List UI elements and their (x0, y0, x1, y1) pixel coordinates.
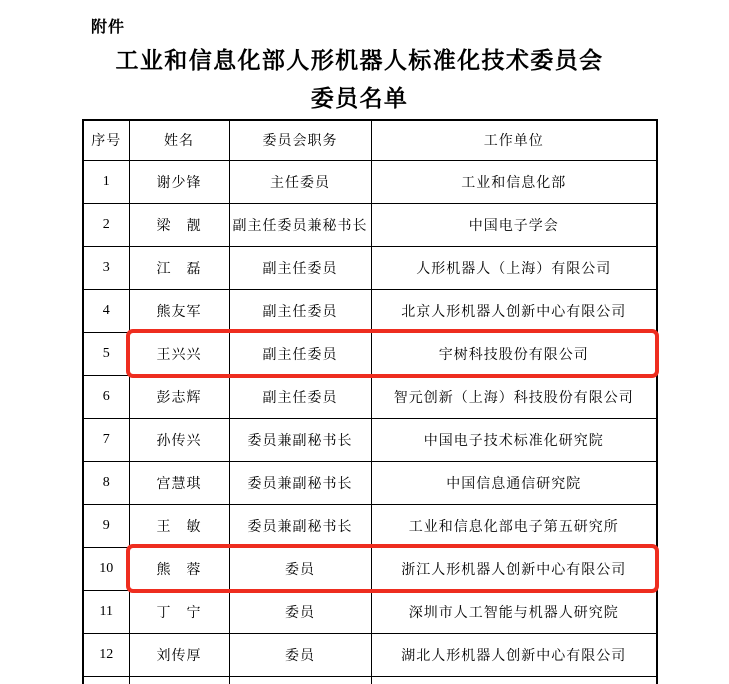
name-cell: 孙传兴 (129, 418, 229, 461)
table-row (83, 375, 657, 418)
name-cell: 宫慧琪 (129, 461, 229, 504)
clipped-cell (129, 676, 229, 684)
table-row (83, 203, 657, 246)
row-number-cell: 9 (83, 504, 129, 547)
row-number-cell: 12 (83, 633, 129, 676)
header-cell-no: 序号 (83, 120, 129, 160)
table-row (83, 590, 657, 633)
role-cell: 委员 (229, 590, 371, 633)
name-cell: 江 磊 (129, 246, 229, 289)
document-title (0, 42, 719, 118)
org-cell: 工业和信息化部 (371, 160, 657, 203)
role-cell: 委员 (229, 547, 371, 590)
table-row (83, 461, 657, 504)
org-cell: 工业和信息化部电子第五研究所 (371, 504, 657, 547)
org-cell: 人形机器人（上海）有限公司 (371, 246, 657, 289)
row-number-cell: 2 (83, 203, 129, 246)
row-number-cell: 10 (83, 547, 129, 590)
org-cell: 浙江人形机器人创新中心有限公司 (371, 547, 657, 590)
row-number-cell: 7 (83, 418, 129, 461)
row-number-cell: 3 (83, 246, 129, 289)
clipped-row (83, 676, 657, 684)
org-cell: 深圳市人工智能与机器人研究院 (371, 590, 657, 633)
table-row (83, 418, 657, 461)
row-number-cell: 1 (83, 160, 129, 203)
role-cell: 委员兼副秘书长 (229, 504, 371, 547)
name-cell: 梁 靓 (129, 203, 229, 246)
name-cell: 熊 蓉 (129, 547, 229, 590)
row-number-cell: 6 (83, 375, 129, 418)
table-row (83, 547, 657, 590)
clipped-cell (371, 676, 657, 684)
org-cell: 中国电子学会 (371, 203, 657, 246)
table-body (83, 160, 657, 684)
header-cell-role: 委员会职务 (229, 120, 371, 160)
org-cell: 中国电子技术标准化研究院 (371, 418, 657, 461)
org-cell: 中国信息通信研究院 (371, 461, 657, 504)
role-cell: 主任委员 (229, 160, 371, 203)
name-cell: 丁 宁 (129, 590, 229, 633)
table-row (83, 160, 657, 203)
table-row (83, 246, 657, 289)
table-header (83, 120, 657, 160)
clipped-cell (83, 676, 129, 684)
org-cell: 北京人形机器人创新中心有限公司 (371, 289, 657, 332)
header-cell-org: 工作单位 (371, 120, 657, 160)
role-cell: 委员 (229, 633, 371, 676)
clipped-cell (229, 676, 371, 684)
row-number-cell: 5 (83, 332, 129, 375)
table-row (83, 332, 657, 375)
role-cell: 副主任委员 (229, 246, 371, 289)
role-cell: 委员兼副秘书长 (229, 461, 371, 504)
role-cell: 副主任委员 (229, 332, 371, 375)
name-cell: 彭志辉 (129, 375, 229, 418)
document-title-line1: 工业和信息化部人形机器人标准化技术委员会 (115, 48, 604, 73)
row-number-cell: 4 (83, 289, 129, 332)
name-cell: 刘传厚 (129, 633, 229, 676)
name-cell: 王 敏 (129, 504, 229, 547)
table-row (83, 633, 657, 676)
org-cell: 湖北人形机器人创新中心有限公司 (371, 633, 657, 676)
role-cell: 副主任委员兼秘书长 (229, 203, 371, 246)
org-cell: 宇树科技股份有限公司 (371, 332, 657, 375)
table-header-row (83, 120, 657, 160)
header-cell-name: 姓名 (129, 120, 229, 160)
table-row (83, 504, 657, 547)
attachment-label: 附件 (91, 19, 126, 36)
row-number-cell: 8 (83, 461, 129, 504)
role-cell: 副主任委员 (229, 289, 371, 332)
table-row (83, 289, 657, 332)
role-cell: 副主任委员 (229, 375, 371, 418)
document-title-line2: 委员名单 (310, 86, 409, 111)
row-number-cell: 11 (83, 590, 129, 633)
member-table (82, 119, 658, 684)
name-cell: 王兴兴 (129, 332, 229, 375)
name-cell: 熊友军 (129, 289, 229, 332)
org-cell: 智元创新（上海）科技股份有限公司 (371, 375, 657, 418)
role-cell: 委员兼副秘书长 (229, 418, 371, 461)
name-cell: 谢少锋 (129, 160, 229, 203)
